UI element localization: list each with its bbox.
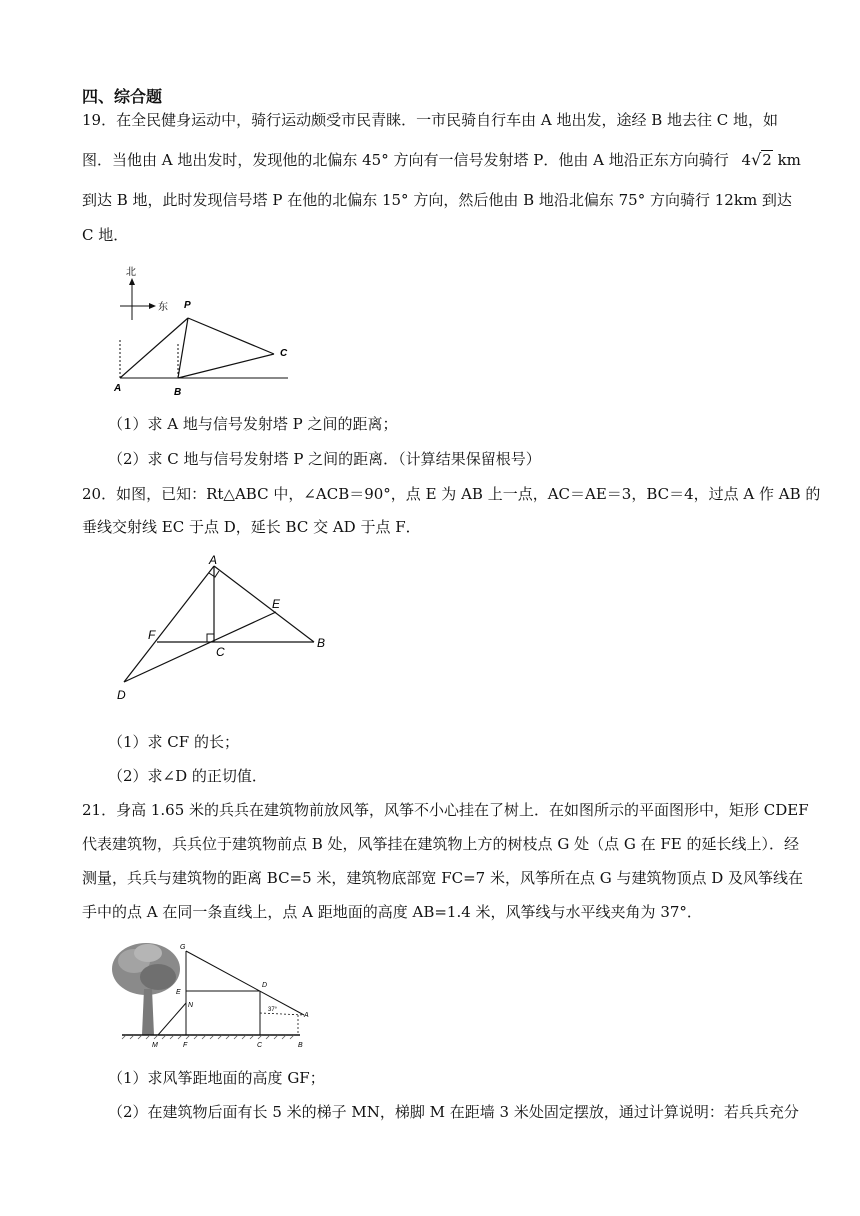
q20-figure	[112, 552, 337, 712]
angle-label: 37°	[268, 1007, 278, 1013]
q21-line3: 测量，兵兵与建筑物的距离 BC=5 米，建筑物底部宽 FC=7 米，风筝所在点 G 与建筑物顶点 D 及风筝线在	[82, 869, 804, 887]
label-d: D	[262, 982, 268, 989]
q19-distance-unit: km	[777, 151, 801, 169]
label-c: C	[280, 348, 288, 359]
segment-ed	[124, 612, 276, 682]
label-b: B	[317, 636, 326, 650]
segment-ad	[124, 566, 214, 682]
east-arrow	[149, 303, 156, 309]
label-c: C	[257, 1042, 263, 1049]
label-f: F	[183, 1042, 188, 1049]
q20-line1: 20．如图，已知：Rt△ABC 中，∠ACB＝90°，点 E 为 AB 上一点，AC＝AE＝3，BC＝4，过点 A 作 AB 的	[82, 485, 821, 503]
q19-sub1: （1）求 A 地与信号发射塔 P 之间的距离；	[108, 415, 398, 433]
q19-line3: 到达 B 地，此时发现信号塔 P 在他的北偏东 15° 方向，然后他由 B 地沿北偏东 75° 方向骑行 12km 到达	[82, 191, 792, 209]
q19-distance-coef: 4	[741, 151, 752, 169]
sqrt-symbol: √	[751, 150, 762, 169]
q19-distance	[742, 151, 801, 169]
segment-bp	[178, 318, 188, 378]
label-g: G	[180, 944, 186, 951]
segment-pc	[188, 318, 274, 354]
label-e: E	[272, 597, 281, 611]
kite-string	[186, 951, 304, 1015]
q21-sub1: （1）求风筝距地面的高度 GF；	[108, 1069, 325, 1087]
q21-line1: 21．身高 1.65 米的兵兵在建筑物前放风筝，风筝不小心挂在了树上．在如图所示的平面图形中，矩形 CDEF	[82, 801, 809, 819]
q21-line4: 手中的点 A 在同一条直线上，点 A 距地面的高度 AB=1.4 米，风筝线与水平线夹角为 37°．	[82, 903, 702, 921]
q19-distance-radicand: 2	[762, 151, 772, 169]
q19-sub2: （2）求 C 地与信号发射塔 P 之间的距离．（计算结果保留根号）	[108, 450, 541, 468]
q20-sub2: （2）求∠D 的正切值．	[108, 767, 267, 785]
q20-line2: 垂线交射线 EC 于点 D，延长 BC 交 AD 于点 F．	[82, 518, 421, 536]
q19-line4: C 地．	[82, 226, 129, 244]
q19-figure	[108, 262, 298, 402]
q21-figure	[108, 937, 318, 1057]
label-d: D	[117, 688, 126, 702]
ladder-mn	[158, 1003, 186, 1035]
label-e: E	[176, 989, 181, 996]
label-b: B	[174, 387, 182, 398]
segment-ab	[214, 566, 314, 642]
segment-bc	[178, 354, 274, 378]
label-p: P	[184, 300, 191, 311]
east-label: 东	[158, 302, 168, 313]
north-label: 北	[126, 267, 136, 278]
q21-sub2: （2）在建筑物后面有长 5 米的梯子 MN，梯脚 M 在距墙 3 米处固定摆放，通过计算说明：若兵兵充分	[108, 1103, 799, 1121]
q19-line2-text: 图．当他由 A 地出发时，发现他的北偏东 45° 方向有一信号发射塔 P．他由 A 地沿正东方向骑行	[82, 151, 729, 169]
label-a: A	[304, 1012, 309, 1019]
label-f: F	[148, 628, 156, 642]
q21-line2: 代表建筑物，兵兵位于建筑物前点 B 处，风筝挂在建筑物上方的树枝点 G 处（点 G 在 FE 的延长线上）．经	[82, 835, 799, 853]
horizontal-dash	[260, 1013, 304, 1015]
label-c: C	[216, 645, 225, 659]
label-b: B	[298, 1042, 303, 1049]
label-a: A	[114, 383, 122, 394]
q19-line2	[82, 150, 801, 170]
north-arrow	[129, 278, 135, 285]
label-n: N	[188, 1002, 194, 1009]
q19-line1: 19．在全民健身运动中，骑行运动颇受市民青睐．一市民骑自行车由 A 地出发，途经 B 地去往 C 地，如	[82, 111, 779, 129]
label-a: A	[209, 553, 218, 567]
section-title: 四、综合题	[82, 87, 163, 106]
label-m: M	[152, 1042, 158, 1049]
q20-sub1: （1）求 CF 的长；	[108, 733, 239, 751]
